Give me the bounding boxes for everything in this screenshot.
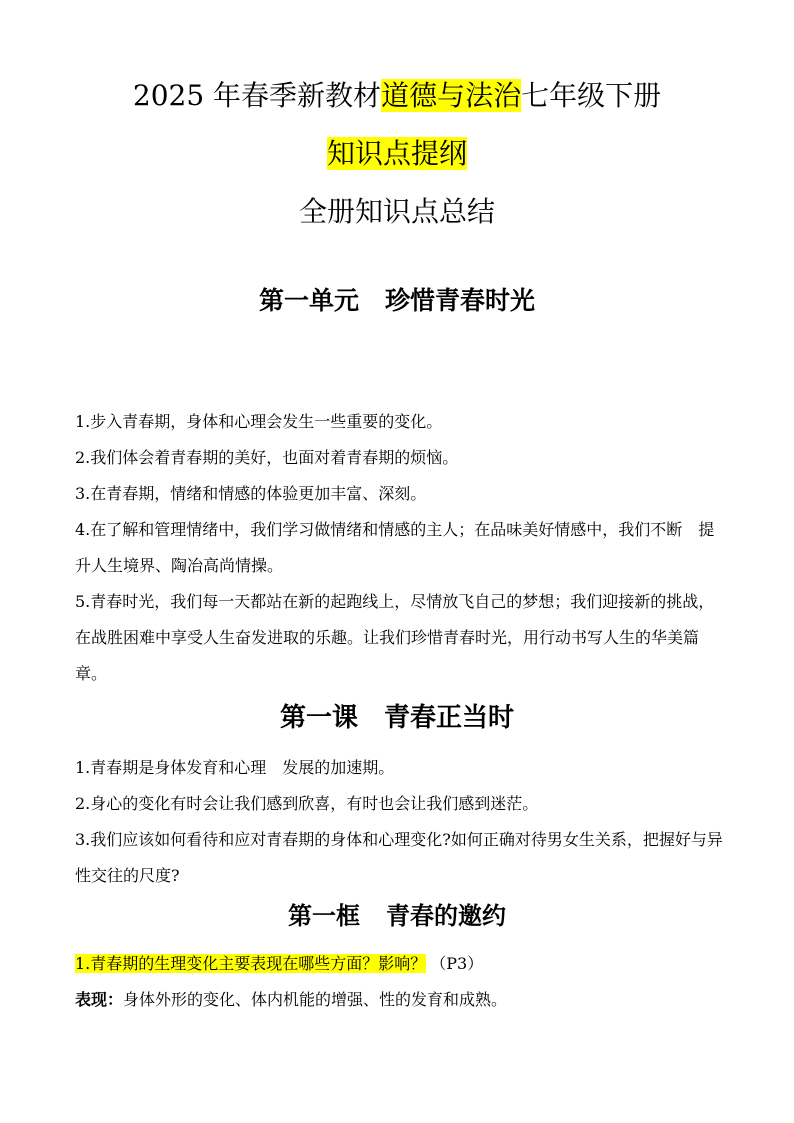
frame-heading-number: 第一框 [288,902,360,930]
lesson-heading-number: 第一课 [279,703,358,733]
unit-heading-number: 第一单元 [258,286,359,315]
frame-answer [75,982,725,1018]
answer-colon: ： [107,990,124,1009]
answer-label: 表现 [75,990,108,1009]
title-suffix: 七年级下册 [521,79,662,112]
title-prefix: 2025 年春季新教材 [132,79,382,112]
frame-heading [0,898,794,934]
unit-item: 2.我们体会着青春期的美好，也面对着青春期的烦恼。 [75,448,459,467]
document-title-line2 [0,134,794,174]
document-title-line1 [0,76,794,116]
answer-text: 身体外形的变化、体内机能的增强、性的发育和成熟。 [123,990,508,1009]
frame-heading-title: 青春的邀约 [386,902,506,930]
lesson-heading [0,700,794,736]
document-title-line3: 全册知识点总结 [298,195,495,228]
page-reference: （P3） [430,954,484,973]
unit-item: 1.步入青春期，身体和心理会发生一些重要的变化。 [75,412,443,431]
unit-item: 5.青春时光，我们每一天都站在新的起跑线上，尽情放飞自己的梦想；我们迎接新的挑战，在战胜困难中享受人生奋发进取的乐趣。让我们珍惜青春时光，用行动书写人生的华美篇章。 [75,592,715,683]
lesson-item: 3.我们应该如何看待和应对青春期的身体和心理变化?如何正确对待男女生关系，把握好与异性交往的尺度? [75,830,723,885]
unit-heading-title: 珍惜青春时光 [385,286,536,315]
lesson-item: 2.身心的变化有时会让我们感到欣喜，有时也会让我们感到迷茫。 [75,794,539,813]
frame-question [75,946,725,982]
lesson-heading-title: 青春正当时 [384,703,515,733]
title-subject-highlight: 道德与法治 [381,79,522,112]
question-highlight: 1.青春期的生理变化主要表现在哪些方面？影响？ [75,954,427,973]
unit-item: 4.在了解和管理情绪中，我们学习做情绪和情感的主人；在品味美好情感中，我们不断 提升人生境界、陶冶高尚情操。 [75,520,715,575]
unit-item: 3.在青春期，情绪和情感的体验更加丰富、深刻。 [75,484,427,503]
lesson-item: 1.青春期是身体发育和心理 发展的加速期。 [75,758,395,777]
title-outline-highlight: 知识点提纲 [326,137,467,170]
unit-heading [0,283,794,319]
